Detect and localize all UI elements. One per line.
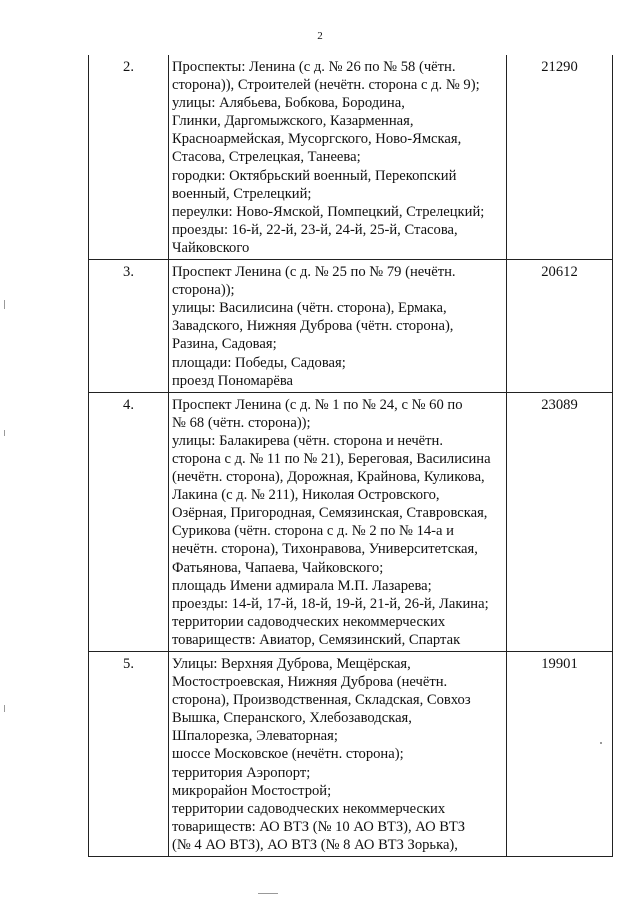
district-description — [169, 260, 507, 393]
description-line: Шпалорезка, Элеваторная; — [172, 728, 338, 745]
description-line: проезд Пономарёва — [172, 372, 294, 389]
scan-artifact-mark — [4, 300, 5, 309]
description-line: нечётн. сторона), Тихонравова, Университетская, — [172, 541, 478, 558]
description-line: Глинки, Даргомыжского, Казарменная, — [172, 113, 414, 130]
scan-artifact-mark — [4, 430, 5, 436]
table-row — [89, 260, 613, 393]
description-line: (№ 4 АО ВТЗ), АО ВТЗ (№ 8 АО ВТЗ Зорька), — [172, 836, 458, 853]
scan-artifact-mark — [258, 893, 278, 894]
description-line: военный, Стрелецкий; — [172, 185, 312, 202]
description-line: Фатьянова, Чапаева, Чайковского; — [172, 559, 384, 576]
description-line: проезды: 16-й, 22-й, 23-й, 24-й, 25-й, Стасова, — [172, 221, 458, 238]
district-description — [169, 55, 507, 260]
description-line: улицы: Балакирева (чётн. сторона и нечётн. — [172, 432, 443, 449]
description-line: Красноармейская, Мусоргского, Ново-Ямская, — [172, 131, 462, 148]
row-number: 2. — [89, 55, 169, 260]
description-line: товариществ: Авиатор, Семязинский, Спартак — [172, 631, 461, 648]
description-line: микрорайон Мостострой; — [172, 782, 332, 799]
district-description — [169, 652, 507, 857]
description-line: территории садоводческих некоммерческих — [172, 613, 446, 630]
description-line: площади: Победы, Садовая; — [172, 354, 346, 371]
description-line: Проспекты: Ленина (с д. № 26 по № 58 (чётн. — [172, 59, 456, 75]
description-line: Стасова, Стрелецкая, Танеева; — [172, 149, 361, 166]
table-row — [89, 652, 613, 857]
voter-count: 19901 — [507, 652, 613, 857]
description-line: шоссе Московское (нечётн. сторона); — [172, 746, 404, 763]
description-line: Озёрная, Пригородная, Семязинская, Ставровская, — [172, 505, 488, 522]
description-line: переулки: Ново-Ямской, Помпецкий, Стрелецкий; — [172, 203, 485, 220]
description-line: Мостостроевская, Нижняя Дуброва (нечётн. — [172, 674, 448, 691]
districts-table — [88, 55, 613, 857]
table-row — [89, 55, 613, 260]
description-line: сторона с д. № 11 по № 21), Береговая, Василисина — [172, 450, 491, 467]
description-line: улицы: Василисина (чётн. сторона), Ермака, — [172, 300, 447, 317]
description-line: городки: Октябрьский военный, Перекопский — [172, 167, 457, 184]
row-number: 5. — [89, 652, 169, 857]
description-line: улицы: Алябьева, Бобкова, Бородина, — [172, 95, 405, 112]
voter-count: 23089 — [507, 392, 613, 651]
row-number: 4. — [89, 392, 169, 651]
description-line: территория Аэропорт; — [172, 764, 311, 781]
description-line: (нечётн. сторона), Дорожная, Крайнова, Куликова, — [172, 469, 485, 486]
description-line: Завадского, Нижняя Дуброва (чётн. сторона), — [172, 318, 454, 335]
description-line: сторона)); — [172, 282, 235, 299]
description-line: товариществ: АО ВТЗ (№ 10 АО ВТЗ), АО ВТЗ — [172, 818, 466, 835]
description-line: проезды: 14-й, 17-й, 18-й, 19-й, 21-й, 26-й, Лакина; — [172, 595, 489, 612]
district-description — [169, 392, 507, 651]
description-line: сторона), Производственная, Складская, Совхоз — [172, 692, 471, 709]
description-line: территории садоводческих некоммерческих — [172, 800, 446, 817]
voter-count: 20612 — [507, 260, 613, 393]
scan-artifact-mark — [600, 742, 602, 744]
page-number: 2 — [317, 30, 323, 42]
description-line: Вышка, Сперанского, Хлебозаводская, — [172, 710, 412, 727]
description-line: Чайковского — [172, 239, 250, 256]
description-line: Сурикова (чётн. сторона с д. № 2 по № 14-а и — [172, 523, 454, 540]
description-line: площадь Имени адмирала М.П. Лазарева; — [172, 577, 432, 594]
description-line: Разина, Садовая; — [172, 336, 277, 353]
voter-count: 21290 — [507, 55, 613, 260]
description-line: № 68 (чётн. сторона)); — [172, 414, 311, 431]
description-line: Улицы: Верхняя Дуброва, Мещёрская, — [172, 656, 411, 672]
description-line: Лакина (с д. № 211), Николая Островского, — [172, 487, 440, 504]
row-number: 3. — [89, 260, 169, 393]
description-line: Проспект Ленина (с д. № 25 по № 79 (нечётн. — [172, 264, 456, 281]
description-line: Проспект Ленина (с д. № 1 по № 24, с № 60 по — [172, 396, 463, 413]
scan-artifact-mark — [4, 705, 5, 712]
table-row — [89, 392, 613, 651]
description-line: сторона)), Строителей (нечётн. сторона с д. № 9); — [172, 77, 480, 94]
